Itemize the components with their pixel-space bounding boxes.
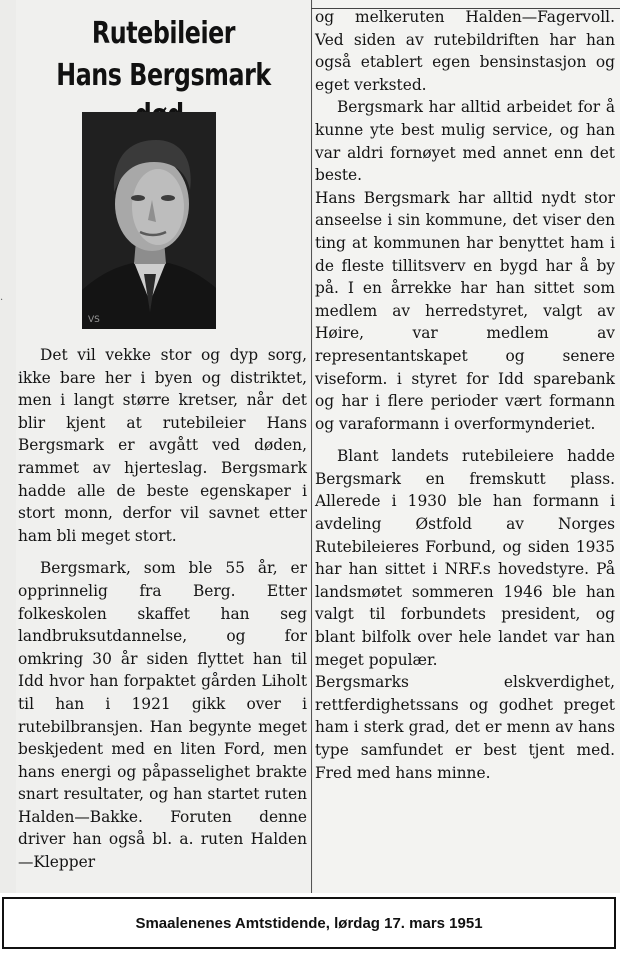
paragraph-right-2: Bergsmark har alltid arbeidet for å kunne yte best mulig service, og han var aldri fornøyet med annet enn det beste. xyxy=(315,98,615,185)
portrait-photo xyxy=(82,112,216,329)
edge-mark: · xyxy=(0,295,4,306)
paragraph-right-5: Bergsmarks elskverdighet, rettferdighetssans og godhet preget ham i sterk grad, det er menn av hans type samfundet er best tjent med. Fred med hans minne. xyxy=(315,673,615,782)
paragraph-right-4: Blant landets rutebileiere hadde Bergsmark en fremskutt plass. Allerede i 1930 ble han formann i avdeling Østfold av Norges Rutebileieres Forbund, og siden 1935 har han sittet i NRF.s hovedstyre. På landsmøtet sommeren 1946 ble han valgt til forbundets president, og blant bilfolk over hele landet var han meget populær. xyxy=(315,447,615,669)
headline-line-1: Rutebileier xyxy=(91,16,236,51)
right-text-column xyxy=(315,6,615,784)
svg-text:VS: VS xyxy=(88,315,100,325)
left-text-column xyxy=(18,344,307,874)
paragraph-left-2: Bergsmark, som ble 55 år, er opprinnelig fra Berg. Etter folkeskolen skaffet han seg landbruksutdannelse, og for omkring 30 år siden flyttet han til Idd hvor han forpaktet gården Liholt til han i 1921 gikk over i rutebilbransjen. Han begynte meget beskjedent med en liten Ford, men hans energi og påpasselighet brakte snart resultater, og han startet ruten Halden—Bakke. Foruten denne driver han også bl. a. ruten Halden—Klepper xyxy=(18,559,307,872)
column-rule xyxy=(311,0,312,893)
paragraph-right-3: Hans Bergsmark har alltid nydt stor anseelse i sin kommune, det viser den ting at kommunen har benyttet ham i de fleste tillitsverv en bygd har å by på. I en årrekke har han sittet som medlem av herredstyret, valgt av Høire, var medlem av representantskapet og senere viseform. i styret for Idd sparebank og har i flere perioder vært formann og varaformann i overformynderiet. xyxy=(315,188,615,433)
source-caption: Smaalenenes Amtstidende, lørdag 17. mars 1951 xyxy=(135,914,483,932)
caption-box xyxy=(2,897,616,949)
headline-line-2: Hans Bergsmark xyxy=(56,58,271,93)
paragraph-right-1: og melkeruten Halden—Fagervoll. Ved siden av rutebildriften har han også etablert egen bensinstasjon og eget verksted. xyxy=(315,8,615,94)
paragraph-left-1: Det vil vekke stor og dyp sorg, ikke bare her i byen og distriktet, men i langt større kretser, når det blir kjent at rutebileier Hans Bergsmark er avgått ved døden, rammet av hjerteslag. Bergsmark hadde alle de beste egenskaper i stort monn, derfor vil savnet etter ham bli meget stort. xyxy=(18,346,307,545)
